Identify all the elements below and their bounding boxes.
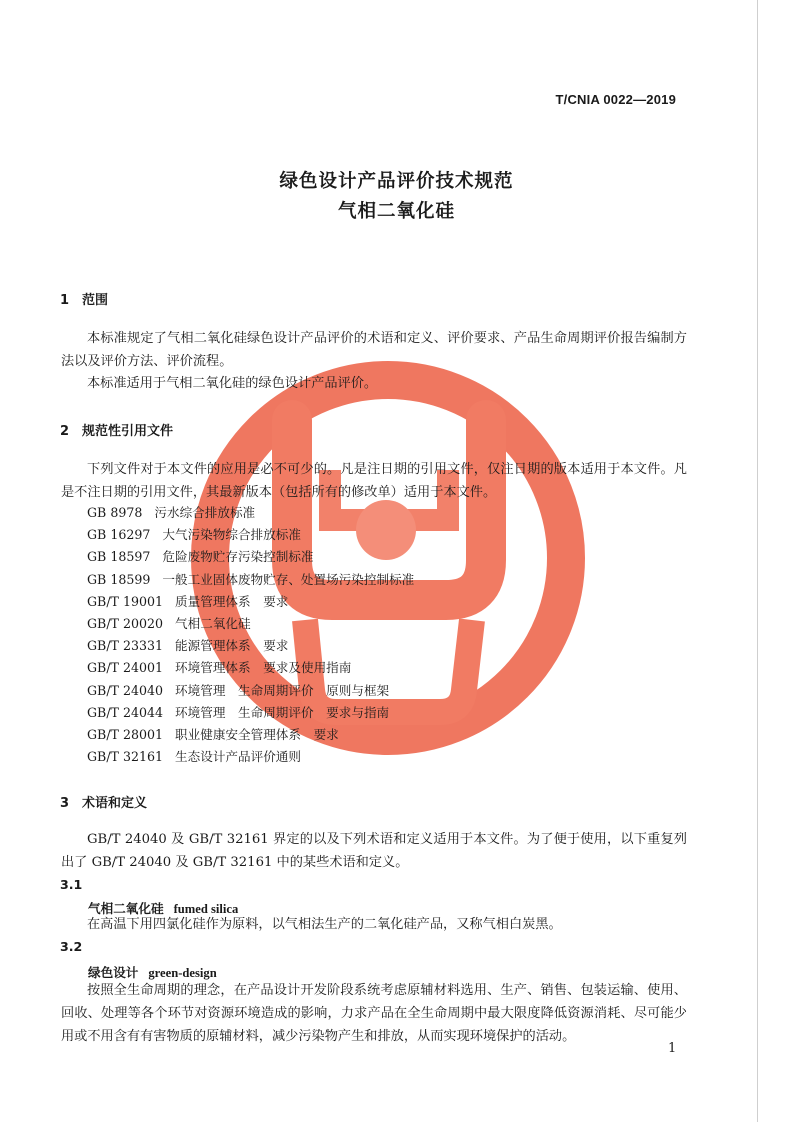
section-heading <box>60 792 147 811</box>
term-definition: 在高温下用四氯化硅作为原料，以气相法生产的二氧化硅产品，又称气相白炭黑。 <box>87 917 562 932</box>
paragraph: 本标准规定了气相二氧化硅绿色设计产品评价的术语和定义、评价要求、产品生命周期评价报告编制方法以及评价方法、评价流程。 <box>61 331 687 369</box>
document-code: T/CNIA 0022—2019 <box>555 92 676 107</box>
reference-code: GB 18597 <box>87 549 151 565</box>
reference-name: 环境管理 生命周期评价 要求与指南 <box>175 704 390 720</box>
section-number: 2 <box>60 424 70 439</box>
reference-item <box>87 524 647 546</box>
reference-name: 气相二氧化硅 <box>175 615 251 631</box>
section-title: 范围 <box>82 293 109 308</box>
term-english: fumed silica <box>173 902 239 916</box>
paragraph: 下列文件对于本文件的应用是必不可少的。凡是注日期的引用文件，仅注日期的版本适用于本文件。凡是不注日期的引用文件，其最新版本（包括所有的修改单）适用于本文件。 <box>61 462 687 500</box>
reference-code: GB/T 19001 <box>87 593 164 609</box>
reference-item <box>87 591 647 613</box>
reference-item <box>87 613 647 635</box>
reference-item <box>87 746 647 768</box>
reference-name: 大气污染物综合排放标准 <box>162 527 301 543</box>
reference-name: 质量管理体系 要求 <box>175 593 289 609</box>
reference-name: 环境管理 生命周期评价 原则与框架 <box>175 682 390 698</box>
reference-item <box>87 502 647 524</box>
reference-code: GB 8978 <box>87 505 143 520</box>
reference-code: GB/T 20020 <box>87 615 164 631</box>
reference-code: GB/T 32161 <box>87 749 164 765</box>
reference-item <box>87 680 647 702</box>
document-title: 绿色设计产品评价技术规范 <box>279 171 514 192</box>
section-heading <box>60 289 108 308</box>
page-number: 1 <box>668 1041 677 1056</box>
paragraph: GB/T 24040 及 GB/T 32161 界定的以及下列术语和定义适用于本文件。为了便于使用，以下重复列出了 GB/T 24040 及 GB/T 32161 中的某些术语和定义。 <box>61 832 687 870</box>
term-english: green-design <box>148 966 217 980</box>
reference-name: 污水综合排放标准 <box>154 505 256 520</box>
reference-name: 一般工业固体废物贮存、处置场污染控制标准 <box>162 571 415 587</box>
term-chinese: 绿色设计 <box>88 965 139 980</box>
term-number: 3.2 <box>60 939 83 954</box>
reference-code: GB/T 23331 <box>87 638 164 654</box>
term-chinese: 气相二氧化硅 <box>88 901 164 916</box>
section-title: 规范性引用文件 <box>82 424 174 439</box>
reference-name: 生态设计产品评价通则 <box>175 749 301 765</box>
paragraph: 本标准适用于气相二氧化硅的绿色设计产品评价。 <box>87 376 378 391</box>
reference-item <box>87 546 647 568</box>
reference-list <box>87 502 647 768</box>
reference-item <box>87 724 647 746</box>
term-number: 3.1 <box>60 877 83 892</box>
reference-name: 职业健康安全管理体系 要求 <box>175 726 339 742</box>
reference-item <box>87 569 647 591</box>
reference-code: GB 16297 <box>87 527 151 543</box>
reference-name: 能源管理体系 要求 <box>175 638 289 654</box>
reference-code: GB/T 28001 <box>87 726 164 742</box>
reference-name: 危险废物贮存污染控制标准 <box>162 549 314 565</box>
document-subtitle: 气相二氧化硅 <box>337 201 455 222</box>
reference-item <box>87 657 647 679</box>
section-number: 3 <box>60 796 70 811</box>
section-heading <box>60 420 173 439</box>
reference-item <box>87 702 647 724</box>
section-number: 1 <box>60 293 70 308</box>
reference-code: GB/T 24040 <box>87 682 164 698</box>
term-definition: 按照全生命周期的理念，在产品设计开发阶段系统考虑原辅材料选用、生产、销售、包装运输、使用、回收、处理等各个环节对资源环境造成的影响，力求产品在全生命周期中最大限度降低资源消耗、尽可能少用或不用含有有害物质的原辅材料，减少污染物产生和排放，从而实现环境保护的活动。 <box>61 983 687 1044</box>
reference-code: GB 18599 <box>87 571 151 587</box>
reference-code: GB/T 24044 <box>87 704 164 720</box>
reference-code: GB/T 24001 <box>87 660 164 676</box>
reference-name: 环境管理体系 要求及使用指南 <box>175 660 352 676</box>
reference-item <box>87 635 647 657</box>
section-title: 术语和定义 <box>82 796 148 811</box>
